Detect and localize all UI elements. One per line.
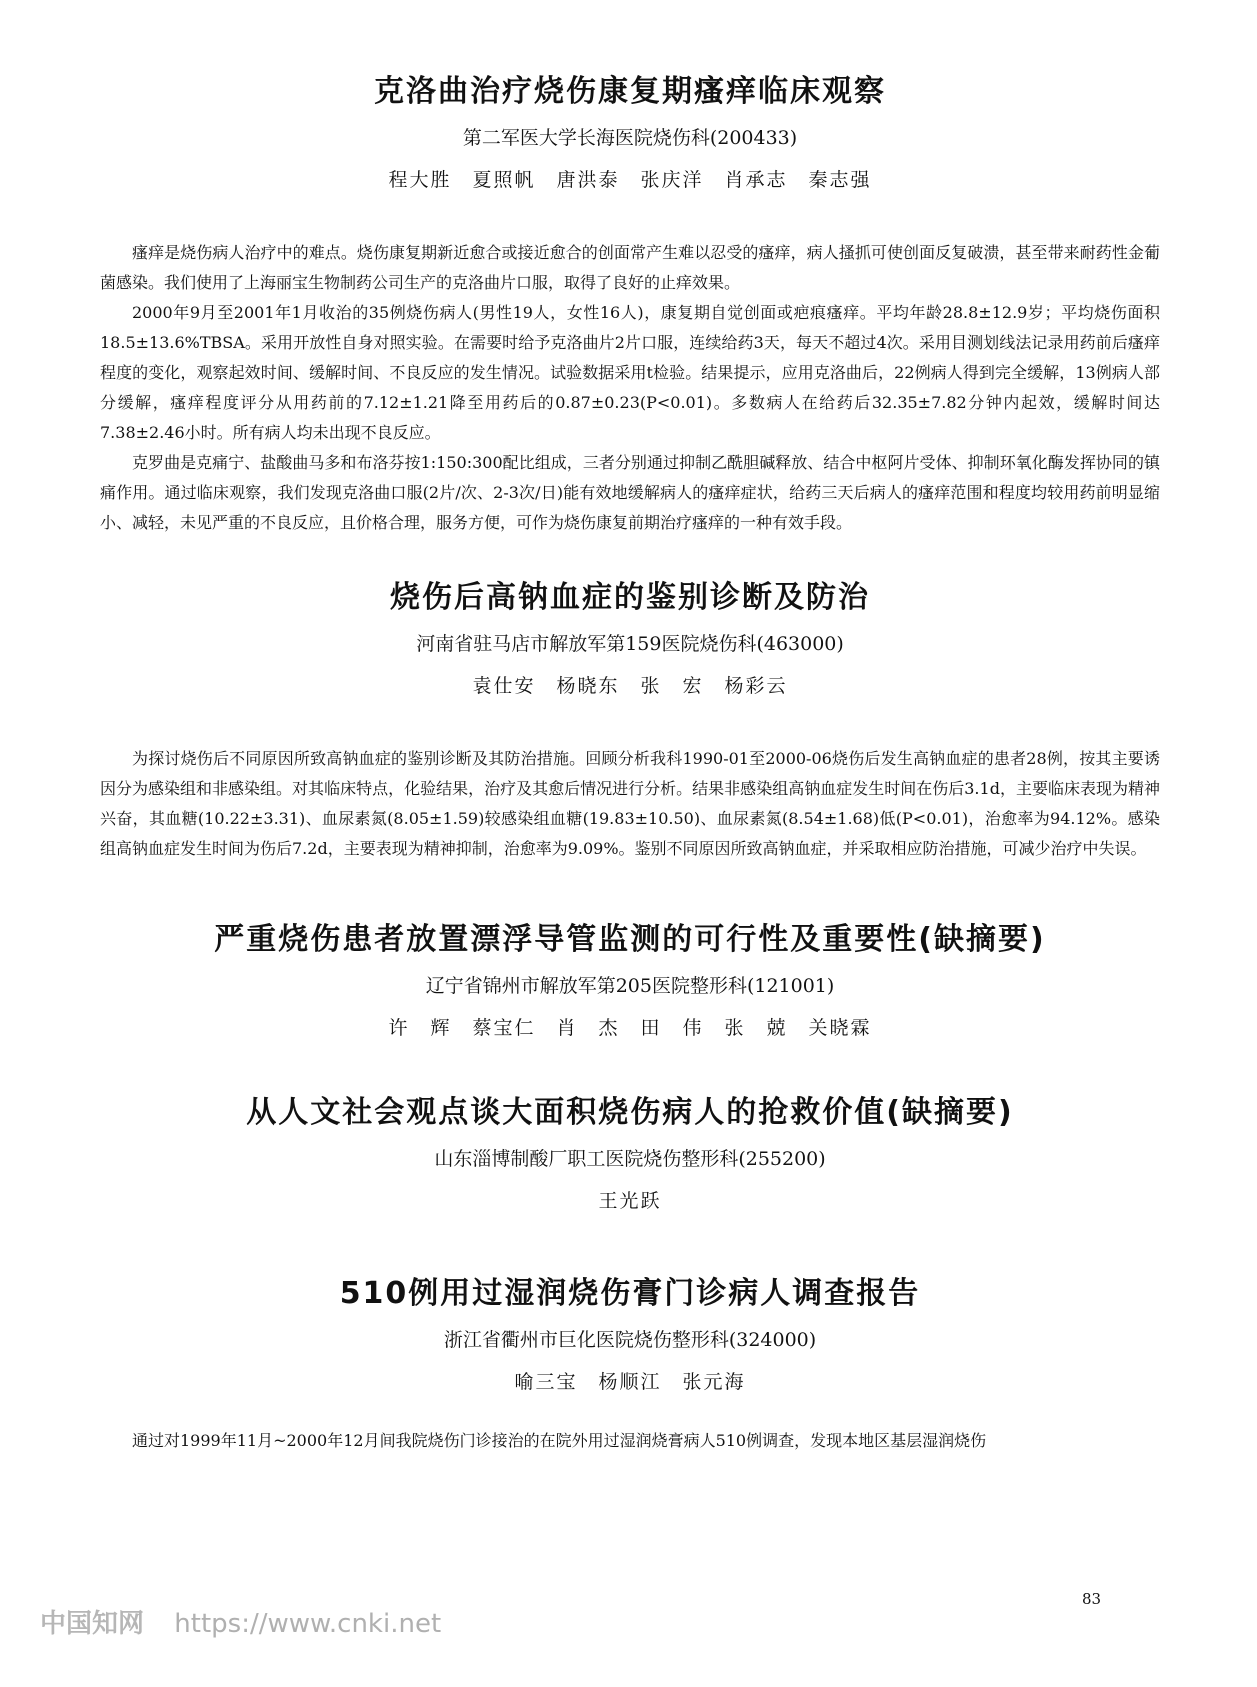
paragraph: 瘙痒是烧伤病人治疗中的难点。烧伤康复期新近愈合或接近愈合的创面常产生难以忍受的瘙痒，病人搔抓可使创面反复破溃，甚至带来耐药性金葡菌感染。我们使用了上海丽宝生物制药公司生产的克洛曲片口服，取得了良好的止痒效果。	[100, 243, 1160, 292]
article-affiliation: 山东淄博制酸厂职工医院烧伤整形科(255200)	[434, 1148, 826, 1170]
article-title: 烧伤后高钠血症的鉴别诊断及防治	[390, 580, 870, 615]
article-3	[100, 920, 1160, 1042]
paragraph: 通过对1999年11月~2000年12月间我院烧伤门诊接治的在院外用过湿润烧膏病人510例调查，发现本地区基层湿润烧伤	[132, 1431, 987, 1450]
article-title: 克洛曲治疗烧伤康复期瘙痒临床观察	[374, 74, 886, 109]
article-title: 严重烧伤患者放置漂浮导管监测的可行性及重要性(缺摘要)	[214, 922, 1046, 957]
article-2	[100, 578, 1160, 864]
article-authors: 喻三宝 杨顺江 张元海	[514, 1371, 746, 1393]
article-affiliation: 河南省驻马店市解放军第159医院烧伤科(463000)	[416, 633, 844, 655]
article-title: 从人文社会观点谈大面积烧伤病人的抢救价值(缺摘要)	[246, 1095, 1014, 1130]
article-authors: 程大胜 夏照帆 唐洪泰 张庆洋 肖承志 秦志强	[388, 169, 872, 191]
article-5	[100, 1274, 1160, 1456]
article-authors: 许 辉 蔡宝仁 肖 杰 田 伟 张 兢 关晓霖	[388, 1017, 872, 1039]
article-affiliation: 辽宁省锦州市解放军第205医院整形科(121001)	[425, 975, 835, 997]
article-1	[100, 72, 1160, 538]
article-authors: 袁仕安 杨晓东 张 宏 杨彩云	[472, 675, 788, 697]
article-title: 510例用过湿润烧伤膏门诊病人调查报告	[339, 1276, 921, 1311]
article-affiliation: 第二军医大学长海医院烧伤科(200433)	[462, 127, 798, 149]
cnki-logo: 中国知网	[40, 1609, 145, 1639]
article-affiliation: 浙江省衢州市巨化医院烧伤整形科(324000)	[443, 1329, 817, 1351]
article-body	[100, 744, 1160, 864]
article-4	[100, 1093, 1160, 1215]
paragraph: 2000年9月至2001年1月收治的35例烧伤病人(男性19人，女性16人)，康复期自觉创面或疤痕瘙痒。平均年龄28.8±12.9岁；平均烧伤面积18.5±13.6%TBSA。采用开放性自身对照实验。在需要时给予克洛曲片2片口服，连续给药3天，每天不超过4次。采用目测划线法记录用药前后瘙痒程度的变化，观察起效时间、缓解时间、不良反应的发生情况。试验数据采用t检验。结果提示，应用克洛曲后，22例病人得到完全缓解，13例病人部分缓解，瘙痒程度评分从用药前的7.12±1.21降至用药后的0.87±0.23(P<0.01)。多数病人在给药后32.35±7.82分钟内起效，缓解时间达7.38±2.46小时。所有病人均未出现不良反应。	[100, 303, 1160, 442]
page-number: 83	[1082, 1590, 1102, 1608]
paragraph: 为探讨烧伤后不同原因所致高钠血症的鉴别诊断及其防治措施。回顾分析我科1990-01至2000-06烧伤后发生高钠血症的患者28例，按其主要诱因分为感染组和非感染组。对其临床特点，化验结果，治疗及其愈后情况进行分析。结果非感染组高钠血症发生时间在伤后3.1d，主要临床表现为精神兴奋，其血糖(10.22±3.31)、血尿素氮(8.05±1.59)较感染组血糖(19.83±10.50)、血尿素氮(8.54±1.68)低(P<0.01)，治愈率为94.12%。感染组高钠血症发生时间为伤后7.2d，主要表现为精神抑制，治愈率为9.09%。鉴别不同原因所致高钠血症，并采取相应防治措施，可减少治疗中失误。	[100, 749, 1160, 858]
paragraph: 克罗曲是克痛宁、盐酸曲马多和布洛芬按1:150:300配比组成，三者分别通过抑制乙酰胆碱释放、结合中枢阿片受体、抑制环氧化酶发挥协同的镇痛作用。通过临床观察，我们发现克洛曲口服(2片/次、2-3次/日)能有效地缓解病人的瘙痒症状，给药三天后病人的瘙痒范围和程度均较用药前明显缩小、减轻，未见严重的不良反应，且价格合理，服务方便，可作为烧伤康复前期治疗瘙痒的一种有效手段。	[100, 453, 1160, 532]
cnki-watermark	[40, 1603, 441, 1640]
cnki-url: https://www.cnki.net	[174, 1609, 442, 1639]
article-body	[100, 238, 1160, 538]
article-body	[100, 1426, 1160, 1456]
article-authors: 王光跃	[598, 1190, 662, 1212]
